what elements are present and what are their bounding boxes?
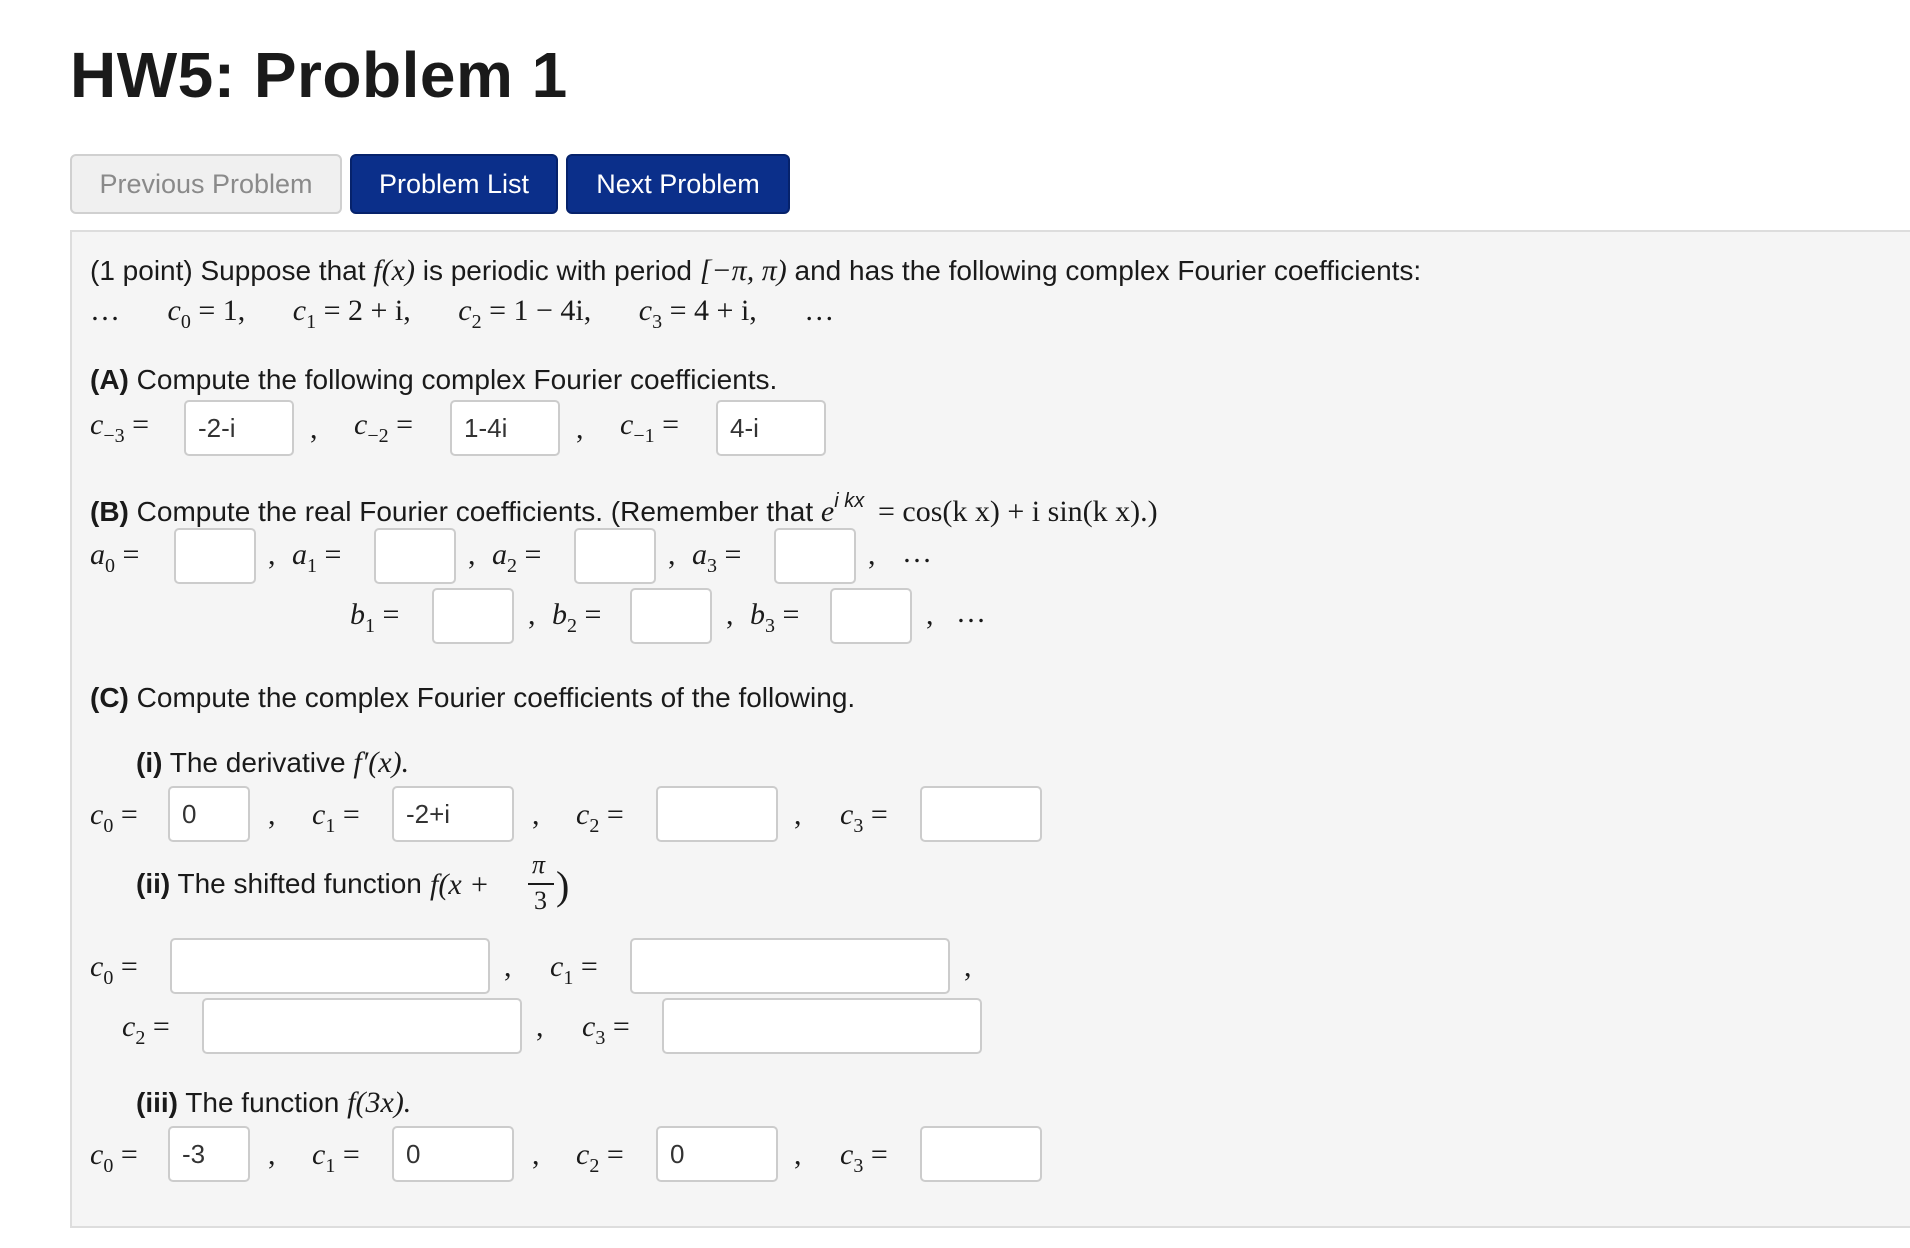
sub-label: −3 <box>103 425 125 447</box>
sub-label: 1 <box>365 615 375 637</box>
comma: , <box>468 538 476 571</box>
part-c-label: (C) <box>90 682 129 713</box>
eq-sign: = <box>606 1138 624 1171</box>
var-name: a <box>692 538 707 571</box>
var-name: a <box>292 538 307 571</box>
problem-statement <box>90 254 1421 288</box>
frac-bar <box>528 883 554 885</box>
sub-label: −1 <box>633 425 655 447</box>
eq-sign: = <box>870 1138 888 1171</box>
euler-e: e <box>820 495 835 528</box>
coef-c3-symbol: c <box>638 294 653 327</box>
c-symbol: c <box>90 1138 104 1171</box>
answer-a3-input[interactable] <box>774 528 856 584</box>
given-coefficients <box>90 294 834 334</box>
sub-ii-c3-label <box>582 1010 630 1050</box>
answer-c-minus3-input[interactable] <box>184 400 294 456</box>
comma: , <box>726 598 734 631</box>
euler-exponent: i kx <box>834 490 865 512</box>
eq-sign: = <box>662 408 680 441</box>
answer-shift-c2-input[interactable] <box>202 998 522 1054</box>
sub-i-c1-label <box>312 798 360 838</box>
sub-label: 3 <box>707 555 717 577</box>
c-symbol: c <box>840 798 854 831</box>
euler-rhs: = cos(k x) + i sin(k x).) <box>878 495 1158 528</box>
eq-sign: = <box>122 538 140 571</box>
var-name: a <box>492 538 507 571</box>
sub-label: 3 <box>853 815 864 837</box>
answer-scaled-c1-input[interactable] <box>392 1126 514 1182</box>
points-text: (1 point) Suppose that <box>90 255 366 286</box>
sub-label: 2 <box>567 615 577 637</box>
part-a-cm3-label <box>90 408 149 448</box>
fx-symbol: f(x) <box>373 254 415 287</box>
part-c-text: Compute the complex Fourier coefficients of the following. <box>136 682 856 713</box>
c-symbol: c <box>312 1138 326 1171</box>
shifted-func-rhs: ) <box>556 863 570 908</box>
coef-c0-value: = 1, <box>198 294 246 327</box>
a3-label <box>692 538 741 578</box>
sub-label: 2 <box>589 1155 600 1177</box>
comma: , <box>268 798 276 831</box>
answer-deriv-c2-input[interactable] <box>656 786 778 842</box>
sub-ii-heading <box>136 868 422 900</box>
part-a-cm1-label <box>620 408 679 448</box>
comma: , <box>926 598 934 631</box>
sub-label: −2 <box>367 425 389 447</box>
eq-sign: = <box>396 408 414 441</box>
comma: , <box>964 950 972 983</box>
c-symbol: c <box>122 1010 136 1043</box>
c-symbol: c <box>576 798 590 831</box>
comma: , <box>528 598 536 631</box>
answer-b3-input[interactable] <box>830 588 912 644</box>
eq-sign: = <box>870 798 888 831</box>
problem-list-button[interactable]: Problem List <box>350 154 558 214</box>
answer-b2-input[interactable] <box>630 588 712 644</box>
ellipsis-right: … <box>804 294 835 327</box>
answer-deriv-c3-input[interactable] <box>920 786 1042 842</box>
sub-i-label: (i) <box>136 747 163 778</box>
var-name: b <box>750 598 765 631</box>
answer-a1-input[interactable] <box>374 528 456 584</box>
eq-sign: = <box>524 538 542 571</box>
b2-label <box>552 598 601 638</box>
frac-num: π <box>532 850 546 879</box>
sub-label: 2 <box>135 1027 146 1049</box>
sub-label: 2 <box>589 815 600 837</box>
sub-iii-text: The function <box>185 1087 340 1118</box>
sub-label: 0 <box>103 815 114 837</box>
comma: , <box>310 412 318 445</box>
sub-label: 1 <box>325 815 336 837</box>
sub-label: 3 <box>765 615 775 637</box>
sub-ii-label: (ii) <box>136 868 171 899</box>
sub-iii-heading <box>136 1086 411 1120</box>
eq-sign: = <box>724 538 742 571</box>
sub-i-c0-label <box>90 798 138 838</box>
sub-i-heading <box>136 746 409 780</box>
previous-problem-button[interactable]: Previous Problem <box>70 154 342 214</box>
var-name: b <box>552 598 567 631</box>
eq-sign: = <box>342 798 360 831</box>
comma: , <box>794 798 802 831</box>
frac-den: 3 <box>534 886 547 915</box>
answer-shift-c1-input[interactable] <box>630 938 950 994</box>
a2-label <box>492 538 541 578</box>
sub-label: 1 <box>307 555 317 577</box>
problem-panel <box>70 230 1910 1228</box>
b1-label <box>350 598 399 638</box>
answer-deriv-c1-input[interactable] <box>392 786 514 842</box>
sub-ii-text: The shifted function <box>177 868 422 899</box>
sub-label: 1 <box>325 1155 336 1177</box>
sub-label: 3 <box>595 1027 606 1049</box>
sub-iii-c0-label <box>90 1138 138 1178</box>
eq-sign: = <box>382 598 400 631</box>
var-name: b <box>350 598 365 631</box>
answer-c-minus1-input[interactable] <box>716 400 826 456</box>
next-problem-button[interactable]: Next Problem <box>566 154 790 214</box>
coef-c3-sub: 3 <box>652 311 663 333</box>
eq-sign: = <box>580 950 598 983</box>
answer-b1-input[interactable] <box>432 588 514 644</box>
eq-sign: = <box>782 598 800 631</box>
coef-c0-sub: 0 <box>180 311 191 333</box>
sub-iii-c1-label <box>312 1138 360 1178</box>
comma: , <box>504 950 512 983</box>
answer-scaled-c3-input[interactable] <box>920 1126 1042 1182</box>
part-a-text: Compute the following complex Fourier coefficients. <box>136 364 778 395</box>
c-symbol: c <box>90 798 104 831</box>
coef-c2-symbol: c <box>458 294 472 327</box>
coef-c0-symbol: c <box>167 294 181 327</box>
answer-scaled-c2-input[interactable] <box>656 1126 778 1182</box>
sub-ii-c2-label <box>122 1010 170 1050</box>
sub-ii-c1-label <box>550 950 598 990</box>
sub-label: 0 <box>103 967 114 989</box>
eq-sign: = <box>120 798 138 831</box>
statement-end-text: and has the following complex Fourier coefficients: <box>794 255 1422 286</box>
sub-iii-func: f(3x). <box>347 1086 412 1119</box>
answer-deriv-c0-input[interactable] <box>168 786 250 842</box>
shifted-func-lhs: f(x + <box>430 868 490 901</box>
coef-c3-value: = 4 + i, <box>669 294 757 327</box>
comma: , <box>532 798 540 831</box>
sub-iii-label: (iii) <box>136 1087 178 1118</box>
c-symbol: c <box>840 1138 854 1171</box>
part-a-cm2-label <box>354 408 413 448</box>
coef-c1-value: = 2 + i, <box>323 294 411 327</box>
ellipsis-a-row: … <box>902 536 932 569</box>
answer-shift-c0-input[interactable] <box>170 938 490 994</box>
answer-c-minus2-input[interactable] <box>450 400 560 456</box>
eq-sign: = <box>132 408 150 441</box>
eq-sign: = <box>612 1010 630 1043</box>
comma: , <box>536 1010 544 1043</box>
part-b-label: (B) <box>90 496 129 527</box>
comma: , <box>268 1138 276 1171</box>
comma: , <box>668 538 676 571</box>
sub-i-func: f′(x). <box>353 746 410 779</box>
sub-i-c2-label <box>576 798 624 838</box>
sub-label: 1 <box>563 967 574 989</box>
c-symbol: c <box>620 408 634 441</box>
sub-label: 2 <box>507 555 517 577</box>
comma: , <box>868 538 876 571</box>
period-text: is periodic with period <box>422 255 692 286</box>
sub-iii-c3-label <box>840 1138 888 1178</box>
eq-sign: = <box>606 798 624 831</box>
var-name: a <box>90 538 105 571</box>
comma: , <box>576 412 584 445</box>
sub-i-text: The derivative <box>169 747 346 778</box>
part-b-heading <box>90 490 1158 529</box>
a1-label <box>292 538 341 578</box>
sub-ii-c0-label <box>90 950 138 990</box>
eq-sign: = <box>152 1010 170 1043</box>
answer-scaled-c0-input[interactable] <box>168 1126 250 1182</box>
b3-label <box>750 598 799 638</box>
sub-label: 0 <box>103 1155 114 1177</box>
eq-sign: = <box>120 950 138 983</box>
page-title: HW5: Problem 1 <box>70 39 568 111</box>
coef-c2-sub: 2 <box>471 311 482 333</box>
part-b-text: Compute the real Fourier coefficients. (Remember that <box>136 496 814 527</box>
eq-sign: = <box>584 598 602 631</box>
c-symbol: c <box>582 1010 596 1043</box>
c-symbol: c <box>90 950 104 983</box>
comma: , <box>532 1138 540 1171</box>
sub-label: 3 <box>853 1155 864 1177</box>
sub-i-c3-label <box>840 798 888 838</box>
sub-label: 0 <box>105 555 115 577</box>
a0-label <box>90 538 139 578</box>
eq-sign: = <box>342 1138 360 1171</box>
c-symbol: c <box>576 1138 590 1171</box>
ellipsis-left: … <box>90 294 120 327</box>
c-symbol: c <box>550 950 564 983</box>
part-c-heading <box>90 682 855 714</box>
part-a-label: (A) <box>90 364 129 395</box>
eq-sign: = <box>324 538 342 571</box>
coef-c2-value: = 1 − 4i, <box>489 294 592 327</box>
comma: , <box>794 1138 802 1171</box>
coef-c1-symbol: c <box>292 294 307 327</box>
sub-iii-c2-label <box>576 1138 624 1178</box>
part-a-heading <box>90 364 777 396</box>
ellipsis-b-row: … <box>956 596 986 629</box>
c-symbol: c <box>90 408 104 441</box>
comma: , <box>268 538 276 571</box>
coef-c1-sub: 1 <box>306 311 317 333</box>
c-symbol: c <box>354 408 368 441</box>
period-interval: [−π, π) <box>699 254 787 287</box>
answer-shift-c3-input[interactable] <box>662 998 982 1054</box>
answer-a0-input[interactable] <box>174 528 256 584</box>
c-symbol: c <box>312 798 326 831</box>
eq-sign: = <box>120 1138 138 1171</box>
answer-a2-input[interactable] <box>574 528 656 584</box>
